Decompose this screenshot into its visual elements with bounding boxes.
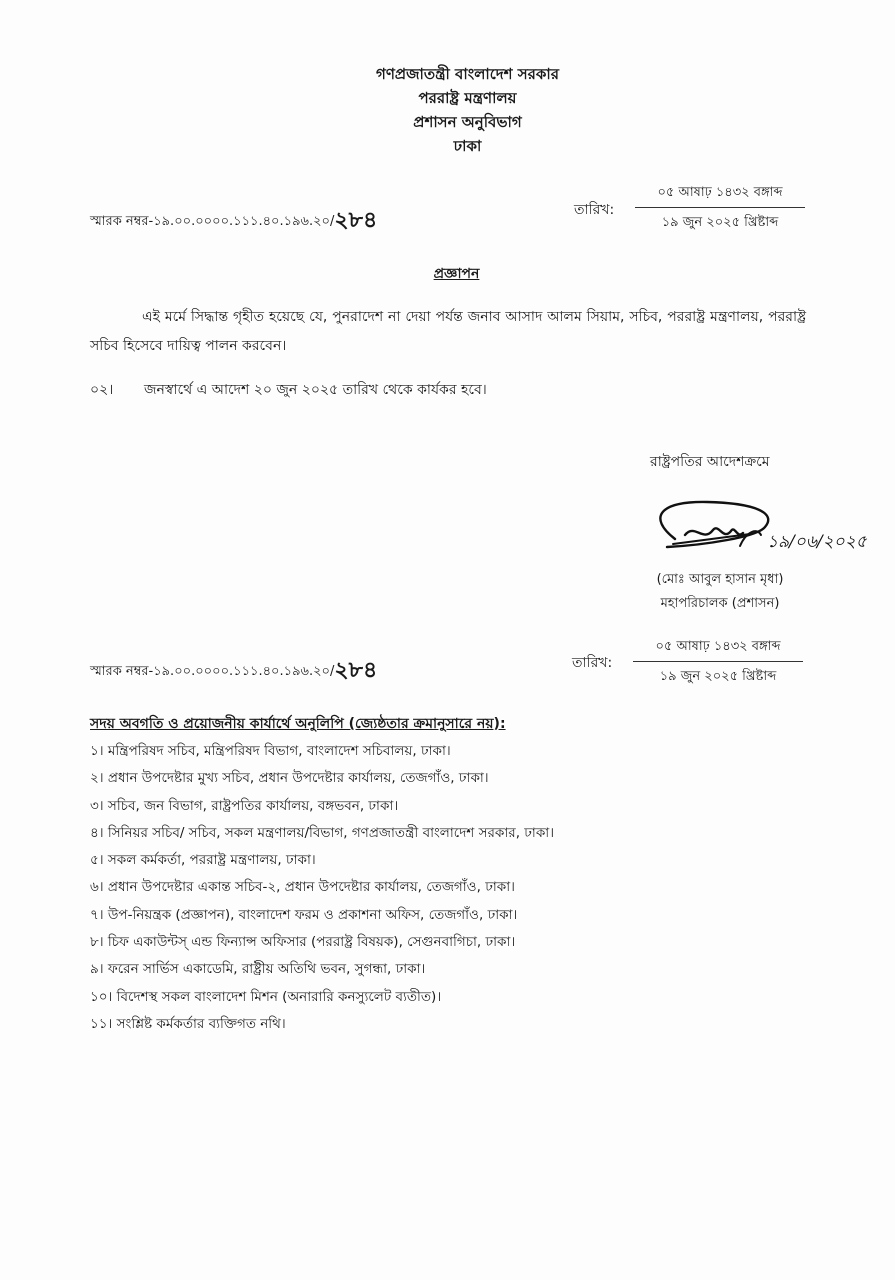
date-english: ১৯ জুন ২০২৫ খ্রিষ্টাব্দ	[661, 215, 779, 230]
signer-designation: মহাপরিচালক (প্রশাসন)	[660, 596, 780, 611]
copy-distribution-list	[90, 738, 554, 1038]
list-item: ১। মন্ত্রিপরিষদ সচিব, মন্ত্রিপরিষদ বিভাগ, বাংলাদেশ সচিবালয়, ঢাকা।	[90, 743, 451, 759]
signer-name: (মোঃ আবুল হাসান মৃধা)	[656, 572, 784, 587]
svg-text:১৯/০৬/২০২৫: ১৯/০৬/২০২৫	[767, 532, 867, 552]
memo-date	[635, 183, 805, 234]
handwritten-signature	[645, 497, 885, 567]
document-title: প্রজ্ঞাপন	[433, 266, 480, 282]
memo2-date-bangla: ০৫ আষাঢ় ১৪৩২ বঙ্গাব্দ	[633, 637, 803, 662]
memo2-date	[633, 637, 803, 688]
letterhead-government: গণপ্রজাতন্ত্রী বাংলাদেশ সরকার	[376, 65, 559, 83]
list-item: ৯। ফরেন সার্ভিস একাডেমি, রাষ্ট্রীয় অতিথি ভবন, সুগন্ধা, ঢাকা।	[90, 961, 426, 978]
list-item: ৩। সচিব, জন বিভাগ, রাষ্ট্রপতির কার্যালয়, বঙ্গভবন, ঢাকা।	[90, 797, 399, 814]
list-item: ৫। সকল কর্মকর্তা, পররাষ্ট্র মন্ত্রণালয়, ঢাকা।	[90, 852, 316, 869]
signer-block	[600, 568, 840, 616]
list-item: ২। প্রধান উপদেষ্টার মুখ্য সচিব, প্রধান উপদেষ্টার কার্যালয়, তেজগাঁও, ঢাকা।	[90, 770, 489, 787]
body-paragraph-1: এই মর্মে সিদ্ধান্ত গৃহীত হয়েছে যে, পুনরাদেশ না দেয়া পর্যন্ত জনাব আসাদ আলম সিয়াম, সচিব, পররাষ্ট্র মন্ত্রণালয়, পররাষ্ট্র সচিব হিসেবে দায়িত্ব পালন করবেন।	[90, 309, 806, 354]
list-item: ১০। বিদেশস্থ সকল বাংলাদেশ মিশন (অনারারি কনস্যুলেট ব্যতীত)।	[90, 988, 442, 1005]
memo2-reference-number	[90, 653, 377, 690]
list-item: ৪। সিনিয়র সচিব/ সচিব, সকল মন্ত্রণালয়/বিভাগ, গণপ্রজাতন্ত্রী বাংলাদেশ সরকার, ঢাকা।	[90, 824, 555, 841]
list-item: ৮। চিফ একাউন্টস্ এন্ড ফিন্যান্স অফিসার (পররাষ্ট্র বিষয়ক), সেগুনবাগিচা, ঢাকা।	[90, 934, 516, 951]
memo2-reference-handwritten-number: ২৮৪	[334, 657, 378, 683]
copy-distribution-heading: সদয় অবগতি ও প্রয়োজনীয় কার্যার্থে অনুলিপি (জ্যেষ্ঠতার ক্রমানুসারে নয়):	[90, 716, 506, 732]
letterhead-city: ঢাকা	[453, 137, 482, 155]
body-paragraph-2	[90, 378, 487, 402]
memo2-reference-prefix: স্মারক নম্বর-১৯.০০.০০০০.১১১.৪০.১৯৬.২০/	[90, 664, 335, 679]
paragraph-text: জনস্বার্থে এ আদেশ ২০ জুন ২০২৫ তারিখ থেকে কার্যকর হবে।	[144, 382, 487, 398]
memo-reference-number	[90, 203, 377, 240]
memo-reference-handwritten-number: ২৮৪	[334, 207, 378, 233]
date-label: তারিখ:	[574, 202, 615, 218]
memo-reference-prefix: স্মারক নম্বর-১৯.০০.০০০০.১১১.৪০.১৯৬.২০/	[90, 214, 335, 229]
date-bangla: ০৫ আষাঢ় ১৪৩২ বঙ্গাব্দ	[635, 183, 805, 208]
order-line: রাষ্ট্রপতির আদেশক্রমে	[650, 454, 770, 470]
memo2-date-english: ১৯ জুন ২০২৫ খ্রিষ্টাব্দ	[659, 669, 777, 684]
letterhead	[0, 62, 895, 158]
letterhead-division: প্রশাসন অনুবিভাগ	[413, 113, 522, 131]
paragraph-number: ০২।	[90, 382, 114, 398]
list-item: ৭। উপ-নিয়ন্ত্রক (প্রজ্ঞাপন), বাংলাদেশ ফরম ও প্রকাশনা অফিস, তেজগাঁও, ঢাকা।	[90, 906, 518, 923]
letterhead-ministry: পররাষ্ট্র মন্ত্রণালয়	[418, 89, 517, 107]
memo2-date-label: তারিখ:	[572, 655, 613, 671]
list-item: ১১। সংশ্লিষ্ট কর্মকর্তার ব্যক্তিগত নথি।	[90, 1015, 286, 1032]
list-item: ৬। প্রধান উপদেষ্টার একান্ত সচিব-২, প্রধান উপদেষ্টার কার্যালয়, তেজগাঁও, ঢাকা।	[90, 879, 515, 896]
